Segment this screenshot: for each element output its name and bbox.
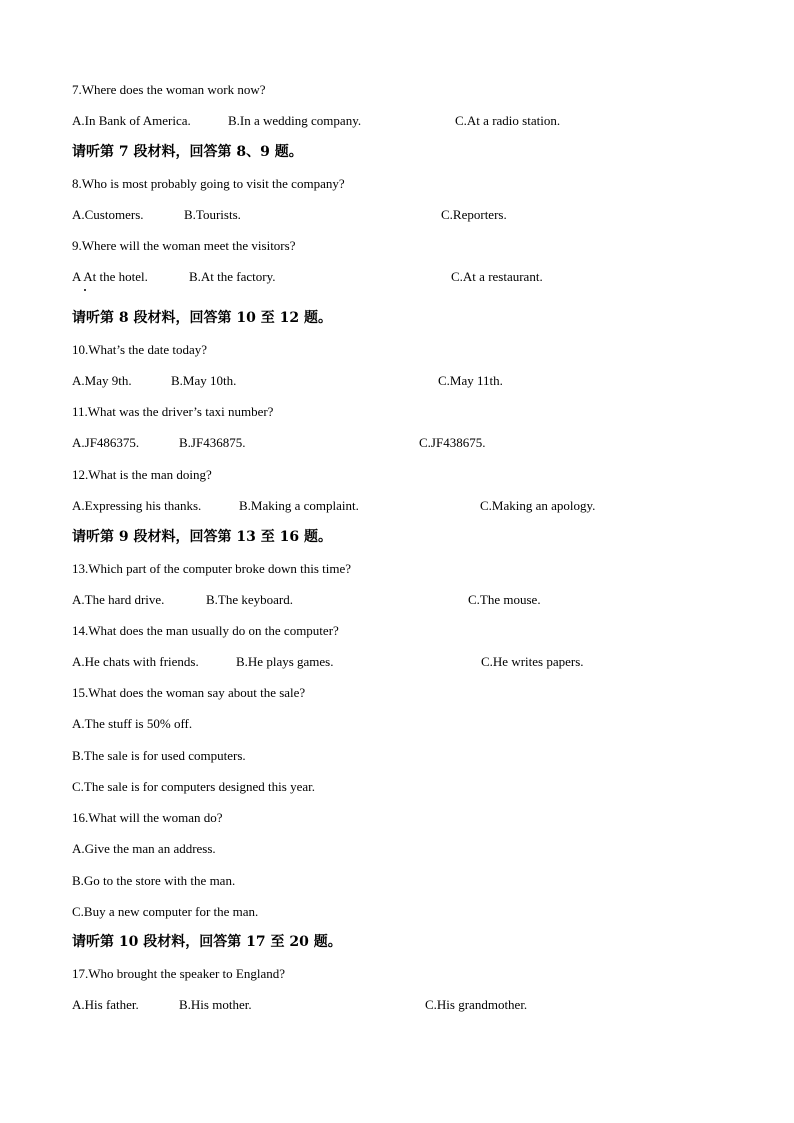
q8-option-a: A.Customers. [72,207,144,222]
q11-option-b: B.JF436875. [179,435,246,450]
q13-option-a: A.The hard drive. [72,592,165,607]
q14-option-a: A.He chats with friends. [72,654,199,669]
question-10: 10.What’s the date today? [72,342,208,357]
q17-option-b: B.His mother. [179,997,252,1012]
question-11: 11.What was the driver’s taxi number? [72,404,274,419]
q16-option-a: A.Give the man an address. [72,841,216,856]
question-13: 13.Which part of the computer broke down this time? [72,561,352,576]
q13-option-c: C.The mouse. [468,592,541,607]
q14-option-c: C.He writes papers. [481,654,584,669]
q16-option-c: C.Buy a new computer for the man. [72,904,259,919]
q10-option-c: C.May 11th. [438,373,503,388]
q9-option-a: A At the hotel. [72,269,148,284]
q7-option-a: A.In Bank of America. [72,113,191,128]
question-8: 8.Who is most probably going to visit the company? [72,176,345,191]
q12-option-c: C.Making an apology. [480,498,596,513]
q14-option-b: B.He plays games. [236,654,334,669]
q15-option-a: A.The stuff is 50% off. [72,716,193,731]
q8-option-b: B.Tourists. [184,207,241,222]
stray-dot [84,289,86,291]
q16-option-b: B.Go to the store with the man. [72,873,236,888]
question-12: 12.What is the man doing? [72,467,212,482]
q15-option-c: C.The sale is for computers designed this year. [72,779,315,794]
q11-option-a: A.JF486375. [72,435,140,450]
q12-option-b: B.Making a complaint. [239,498,359,513]
question-7: 7.Where does the woman work now? [72,82,266,97]
section-heading-8: 请听第 8 段材料，回答第 10 至 12 题。 [72,310,332,326]
q13-option-b: B.The keyboard. [206,592,294,607]
question-17: 17.Who brought the speaker to England? [72,966,285,981]
question-14: 14.What does the man usually do on the computer? [72,623,339,638]
q10-option-a: A.May 9th. [72,373,132,388]
question-16: 16.What will the woman do? [72,810,223,825]
q8-option-c: C.Reporters. [441,207,507,222]
section-heading-10: 请听第 10 段材料，回答第 17 至 20 题。 [72,934,342,950]
question-9: 9.Where will the woman meet the visitors? [72,238,296,253]
q17-option-a: A.His father. [72,997,139,1012]
q9-option-c: C.At a restaurant. [451,269,543,284]
q12-option-a: A.Expressing his thanks. [72,498,202,513]
q10-option-b: B.May 10th. [171,373,237,388]
q11-option-c: C.JF438675. [419,435,486,450]
q9-option-b: B.At the factory. [189,269,276,284]
q17-option-c: C.His grandmother. [425,997,528,1012]
q7-option-b: B.In a wedding company. [228,113,362,128]
section-heading-9: 请听第 9 段材料，回答第 13 至 16 题。 [72,529,332,545]
q15-option-b: B.The sale is for used computers. [72,748,246,763]
question-15: 15.What does the woman say about the sale? [72,685,306,700]
q7-option-c: C.At a radio station. [455,113,561,128]
section-heading-7: 请听第 7 段材料，回答第 8、9 题。 [72,144,303,160]
